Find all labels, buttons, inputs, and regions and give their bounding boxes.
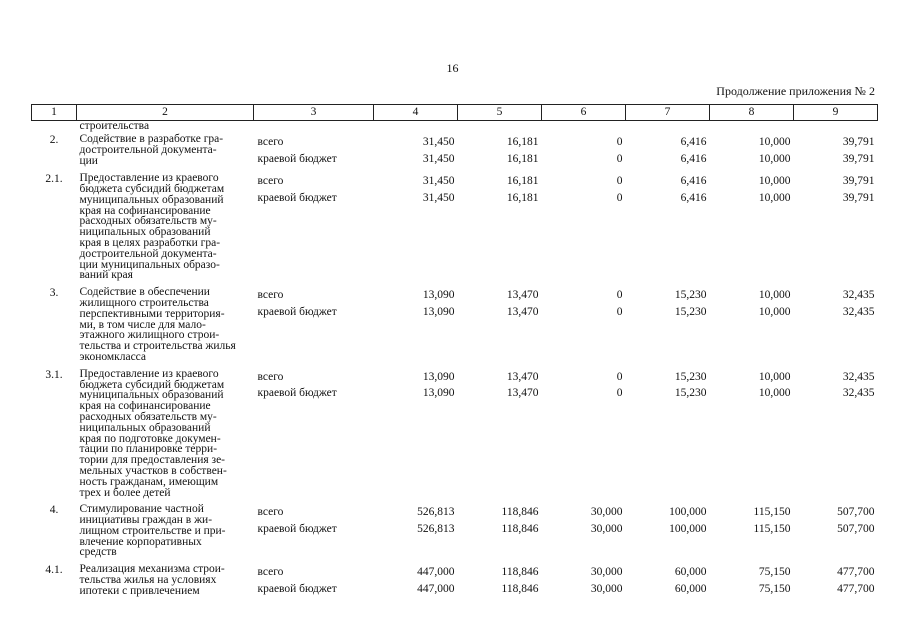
- row-name: [77, 503, 254, 563]
- row-name-line: ции: [79, 154, 98, 167]
- value: 16,181: [506, 152, 539, 165]
- row-name-line: средств: [79, 546, 117, 559]
- row-name-line: ми, в том числе для мало-: [79, 318, 206, 331]
- value-cell: [542, 172, 626, 286]
- row-name-line: ции муниципальных образо-: [79, 258, 220, 271]
- value: 507,700: [837, 522, 875, 535]
- value: 32,435: [842, 387, 875, 400]
- row-number: 3.: [49, 287, 59, 300]
- row-name-line: ниципальных образований: [79, 226, 211, 239]
- row-name: [77, 286, 254, 368]
- value: 10,000: [758, 387, 791, 400]
- value: 31,450: [422, 175, 455, 188]
- value-cell: [374, 172, 458, 286]
- row-name-line: достроительной документа-: [79, 247, 217, 260]
- value-cell: [710, 563, 794, 602]
- value-cell: [710, 172, 794, 286]
- row-name-line: муниципальных образований: [79, 389, 224, 402]
- header-cell: 8: [710, 105, 794, 121]
- value: 30,000: [590, 522, 623, 535]
- row-name-line: достроительной документа-: [79, 143, 217, 156]
- row-name-line: бюджета субсидий бюджетам: [79, 378, 225, 391]
- value: 39,791: [842, 175, 875, 188]
- value: 118,846: [501, 506, 539, 519]
- funding-source: [254, 368, 374, 504]
- value: 10,000: [758, 136, 791, 148]
- header-row: [32, 105, 878, 121]
- row-name-line: Предоставление из краевого: [79, 367, 219, 380]
- funding-source-label: всего: [257, 370, 284, 383]
- value: 32,435: [842, 289, 875, 302]
- row-number: 4.: [49, 504, 59, 517]
- value: 0: [616, 152, 623, 165]
- value-cell: [374, 133, 458, 172]
- value: 0: [616, 289, 623, 302]
- value: 16,181: [506, 191, 539, 204]
- row-name-line: Содействие в обеспечении: [79, 286, 210, 299]
- value: 477,700: [837, 566, 875, 579]
- row-name-line: расходных обязательств му-: [79, 215, 217, 228]
- value: 100,000: [669, 522, 707, 535]
- value: 115,150: [753, 506, 791, 519]
- row-name-line: Стимулирование частной: [79, 503, 204, 516]
- value-cell: [542, 133, 626, 172]
- row-name-line: ность гражданам, имеющим: [79, 475, 219, 488]
- value-cell: [794, 563, 878, 602]
- table-row: [32, 368, 878, 504]
- value: 0: [616, 175, 623, 188]
- value: 60,000: [674, 566, 707, 579]
- header-cell: 3: [254, 105, 374, 121]
- value: 6,416: [680, 152, 707, 165]
- value: 32,435: [842, 370, 875, 383]
- row-name-line: лищном строительстве и при-: [79, 524, 226, 537]
- value-cell: [626, 368, 710, 504]
- value-cell: [374, 503, 458, 563]
- header-cell: 7: [626, 105, 710, 121]
- value: 13,090: [422, 289, 455, 302]
- row-name-line: этажного жилищного строи-: [79, 329, 220, 342]
- value: 39,791: [842, 152, 875, 165]
- funding-source-label: всего: [257, 506, 284, 519]
- value: 447,000: [417, 566, 455, 579]
- value: 30,000: [590, 506, 623, 519]
- value-cell: [542, 286, 626, 368]
- row-name-line: ваний края: [79, 269, 133, 282]
- value: 6,416: [680, 175, 707, 188]
- value: 0: [616, 370, 623, 383]
- value: 10,000: [758, 175, 791, 188]
- value: 10,000: [758, 305, 791, 318]
- value: 100,000: [669, 506, 707, 519]
- value: 13,090: [422, 370, 455, 383]
- header-cell: 6: [542, 105, 626, 121]
- value: 526,813: [417, 506, 455, 519]
- row-name-line: Содействие в разработке гра-: [79, 133, 224, 145]
- value: 16,181: [506, 175, 539, 188]
- row-name-line: ниципальных образований: [79, 421, 211, 434]
- value: 10,000: [758, 370, 791, 383]
- row-name-line: муниципальных образований: [79, 193, 224, 206]
- value-cell: [794, 503, 878, 563]
- funding-source-label: краевой бюджет: [257, 152, 337, 165]
- value-cell: [458, 172, 542, 286]
- header-cell: 4: [374, 105, 458, 121]
- funding-source-label: всего: [257, 136, 284, 148]
- row-name-line: инициативы граждан в жи-: [79, 514, 213, 527]
- value: 118,846: [501, 522, 539, 535]
- value: 75,150: [758, 582, 791, 595]
- value-cell: [374, 368, 458, 504]
- row-number: 3.1.: [45, 368, 63, 381]
- row-number: 2.: [49, 134, 59, 146]
- row-name-line: Предоставление из краевого: [79, 172, 219, 185]
- value: 15,230: [674, 370, 707, 383]
- funding-source-label: всего: [257, 566, 284, 579]
- page-number: 16: [446, 61, 459, 75]
- funding-source-label: всего: [257, 289, 284, 302]
- row-name-line: ипотеки с привлечением: [79, 584, 200, 597]
- value: 13,470: [506, 370, 539, 383]
- value: 10,000: [758, 191, 791, 204]
- value-cell: [794, 172, 878, 286]
- value: 31,450: [422, 136, 455, 148]
- value: 16,181: [506, 136, 539, 148]
- value: 6,416: [680, 191, 707, 204]
- value-cell: [794, 133, 878, 172]
- value: 15,230: [674, 305, 707, 318]
- header-cell: 1: [32, 105, 77, 121]
- funding-source: [254, 563, 374, 602]
- value: 6,416: [680, 136, 707, 148]
- funding-source-label: краевой бюджет: [257, 582, 337, 595]
- funding-source: [254, 503, 374, 563]
- value-cell: [794, 286, 878, 368]
- row-name-line: жилищного строительства: [79, 296, 209, 309]
- value: 13,470: [506, 305, 539, 318]
- header-cell: 2: [77, 105, 254, 121]
- funding-source: [254, 172, 374, 286]
- value-cell: [542, 368, 626, 504]
- value-cell: [542, 503, 626, 563]
- value: 115,150: [753, 522, 791, 535]
- value: 118,846: [501, 582, 539, 595]
- value: 39,791: [842, 191, 875, 204]
- value: 526,813: [417, 522, 455, 535]
- row-name-line: перспективными территория-: [79, 307, 225, 320]
- value-cell: [458, 503, 542, 563]
- value: 75,150: [758, 566, 791, 579]
- value-cell: [542, 563, 626, 602]
- table-row: [32, 503, 878, 563]
- header-cell: 5: [458, 105, 542, 121]
- row-number: 2.1.: [45, 173, 63, 186]
- value: 447,000: [417, 582, 455, 595]
- row-name-line: влечение корпоративных: [79, 535, 202, 548]
- funding-source-label: краевой бюджет: [257, 522, 337, 535]
- value-cell: [458, 563, 542, 602]
- value: 39,791: [842, 136, 875, 148]
- value-cell: [458, 368, 542, 504]
- continuation-label: Продолжение приложения № 2: [716, 84, 875, 98]
- budget-table: [31, 104, 878, 602]
- value-cell: [626, 133, 710, 172]
- row-name-line: края по подготовке докумен-: [79, 432, 221, 445]
- table-row: [32, 172, 878, 286]
- value-cell: [458, 133, 542, 172]
- value: 13,470: [506, 387, 539, 400]
- value-cell: [626, 563, 710, 602]
- value: 477,700: [837, 582, 875, 595]
- value-cell: [626, 172, 710, 286]
- value: 0: [616, 191, 623, 204]
- value: 32,435: [842, 305, 875, 318]
- table-row: [32, 133, 878, 172]
- row-number: 4.1.: [45, 564, 63, 577]
- value: 13,090: [422, 387, 455, 400]
- row-name-line: Реализация механизма строи-: [79, 563, 225, 576]
- value: 0: [616, 136, 623, 148]
- value-cell: [374, 563, 458, 602]
- row-name-line: расходных обязательств му-: [79, 410, 217, 423]
- continuation-row: [32, 121, 878, 134]
- row-name: [77, 368, 254, 504]
- value-cell: [794, 368, 878, 504]
- value-cell: [710, 133, 794, 172]
- value: 31,450: [422, 191, 455, 204]
- value-cell: [626, 286, 710, 368]
- row-name-line: края в целях разработки гра-: [79, 236, 221, 249]
- value-cell: [710, 368, 794, 504]
- value-cell: [626, 503, 710, 563]
- value-cell: [458, 286, 542, 368]
- table-row: [32, 563, 878, 602]
- row-name-line: трех и более детей: [79, 486, 171, 499]
- row-name-line: мельных участков в собствен-: [79, 464, 227, 477]
- value: 118,846: [501, 566, 539, 579]
- funding-source-label: краевой бюджет: [257, 191, 337, 204]
- value: 0: [616, 387, 623, 400]
- row-name-line: края на софинансирование: [79, 400, 211, 413]
- value: 15,230: [674, 289, 707, 302]
- value: 10,000: [758, 152, 791, 165]
- value-cell: [710, 286, 794, 368]
- row-name-line: бюджета субсидий бюджетам: [79, 182, 225, 195]
- value: 60,000: [674, 582, 707, 595]
- row-name: [77, 172, 254, 286]
- value: 10,000: [758, 289, 791, 302]
- row-name-line: тории для предоставления зе-: [79, 454, 226, 467]
- row-name-line: тельства жилья на условиях: [79, 574, 217, 587]
- value: 15,230: [674, 387, 707, 400]
- value: 31,450: [422, 152, 455, 165]
- value: 30,000: [590, 566, 623, 579]
- row-name-line: края на софинансирование: [79, 204, 211, 217]
- row-name-line: тельства и строительства жилья: [79, 340, 236, 353]
- row-name-line: экономкласса: [79, 350, 147, 363]
- funding-source-label: всего: [257, 175, 284, 188]
- row-name-line: тации по планировке терри-: [79, 443, 218, 456]
- funding-source: [254, 133, 374, 172]
- continuation-text: строительства: [79, 120, 150, 132]
- value: 507,700: [837, 506, 875, 519]
- value-cell: [710, 503, 794, 563]
- funding-source-label: краевой бюджет: [257, 305, 337, 318]
- row-name: [77, 133, 254, 172]
- funding-source-label: краевой бюджет: [257, 387, 337, 400]
- funding-source: [254, 286, 374, 368]
- value: 0: [616, 305, 623, 318]
- row-name: [77, 563, 254, 602]
- table-row: [32, 286, 878, 368]
- value: 30,000: [590, 582, 623, 595]
- header-cell: 9: [794, 105, 878, 121]
- value: 13,470: [506, 289, 539, 302]
- value-cell: [374, 286, 458, 368]
- value: 13,090: [422, 305, 455, 318]
